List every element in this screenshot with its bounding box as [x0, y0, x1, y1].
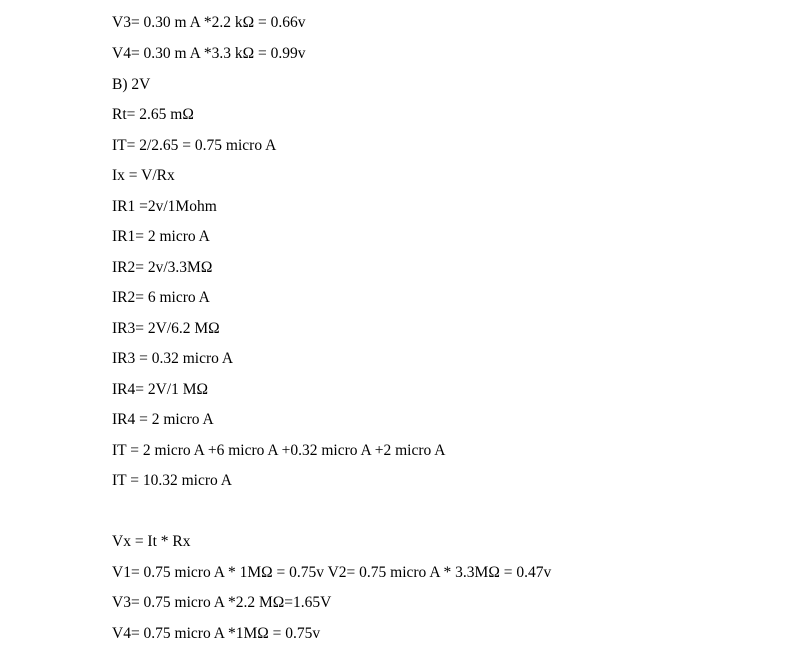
text-line: IR2= 2v/3.3MΩ: [112, 259, 213, 276]
text-line: Vx = It * Rx: [112, 533, 191, 550]
text-line: IR1= 2 micro A: [112, 228, 210, 245]
text-line: IT = 10.32 micro A: [112, 472, 232, 489]
text-line: IR3= 2V/6.2 MΩ: [112, 320, 220, 337]
text-line: Ix = V/Rx: [112, 167, 175, 184]
text-line: V3= 0.75 micro A *2.2 MΩ=1.65V: [112, 594, 332, 611]
text-line: IR2= 6 micro A: [112, 289, 210, 306]
text-line: IT= 2/2.65 = 0.75 micro A: [112, 137, 277, 154]
text-line: IR4 = 2 micro A: [112, 411, 214, 428]
text-line: IR4= 2V/1 MΩ: [112, 381, 209, 398]
text-line: V3= 0.30 m A *2.2 kΩ = 0.66v: [112, 14, 306, 31]
text-line: IR1 =2v/1Mohm: [112, 198, 217, 215]
text-line: V1= 0.75 micro A * 1MΩ = 0.75v V2= 0.75 micro A * 3.3MΩ = 0.47v: [112, 564, 552, 581]
text-line: V4= 0.75 micro A *1MΩ = 0.75v: [112, 625, 321, 642]
text-line: V4= 0.30 m A *3.3 kΩ = 0.99v: [112, 45, 306, 62]
text-line: IT = 2 micro A +6 micro A +0.32 micro A +2 micro A: [112, 442, 446, 459]
section-heading: B) 2V: [112, 76, 151, 93]
text-line: Rt= 2.65 mΩ: [112, 106, 194, 123]
text-line: IR3 = 0.32 micro A: [112, 350, 234, 367]
